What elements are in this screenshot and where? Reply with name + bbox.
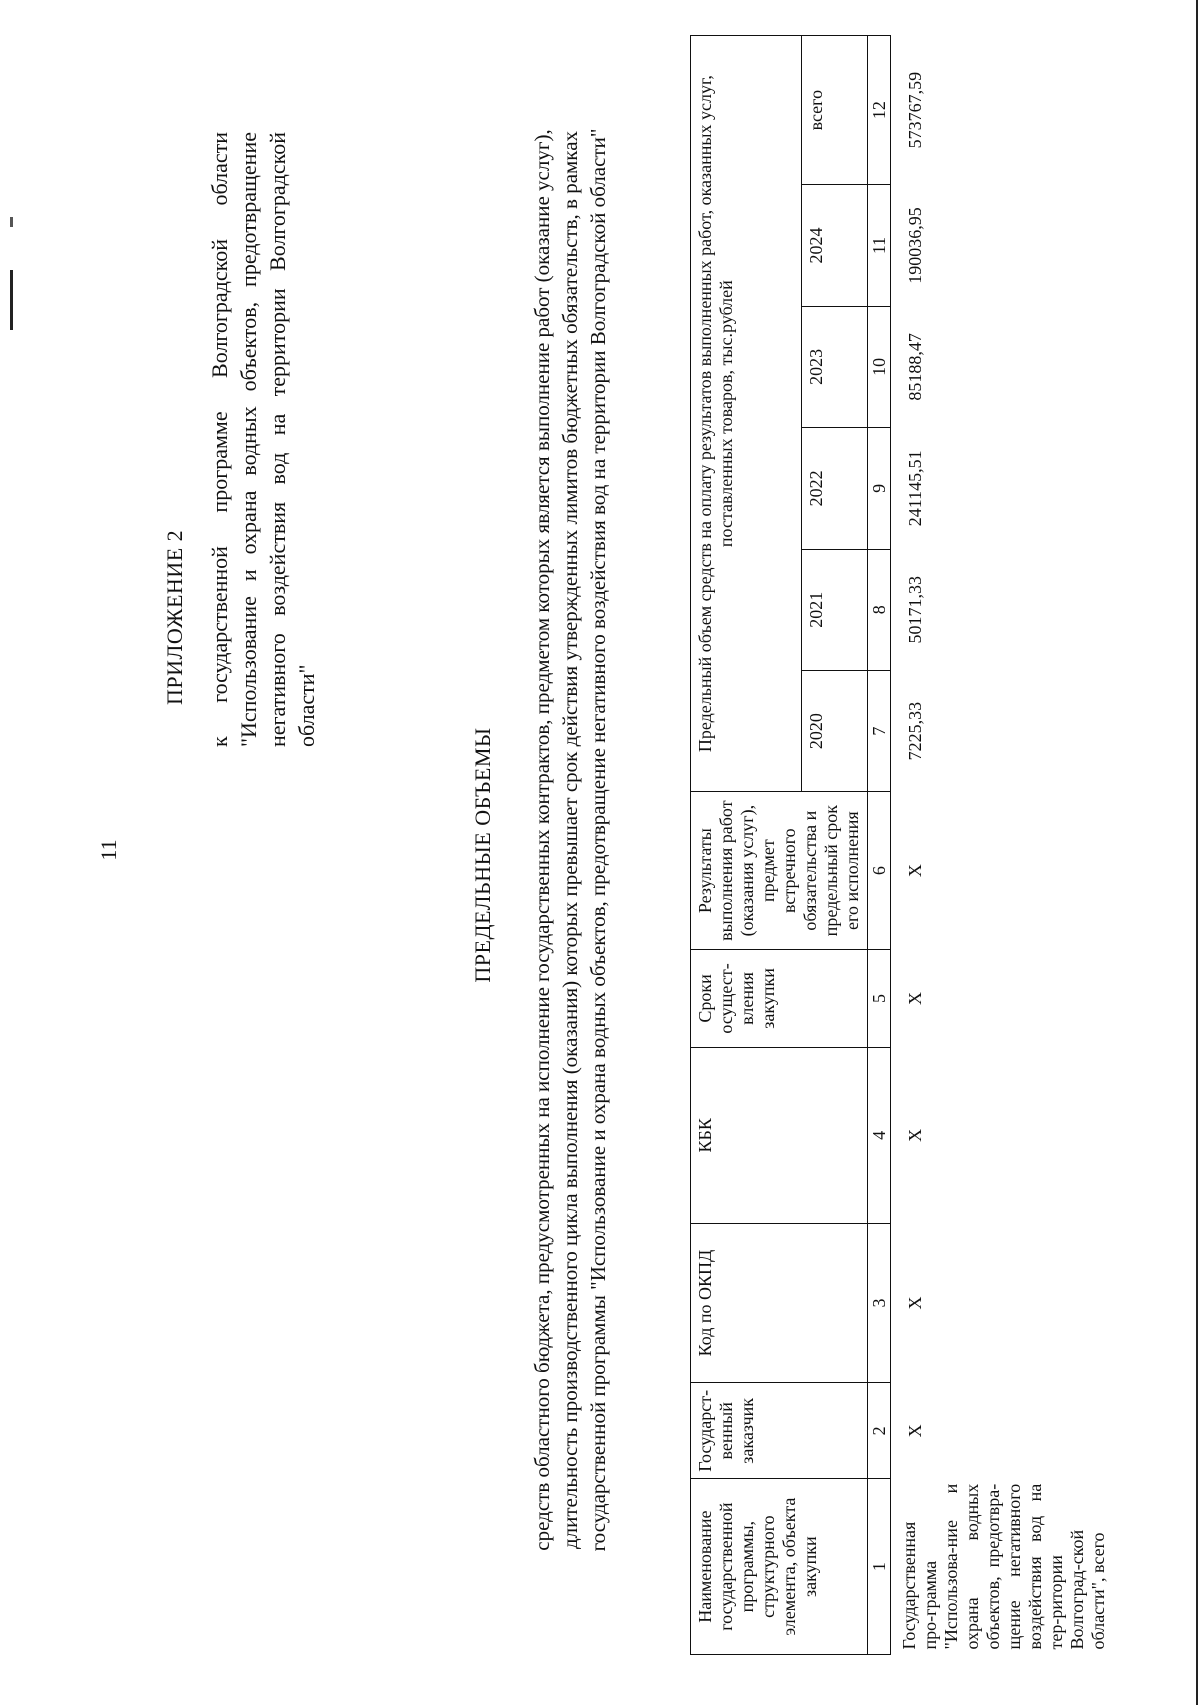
row-results: Х xyxy=(905,864,925,878)
table-row xyxy=(891,36,1114,1655)
row-customer: Х xyxy=(905,1424,925,1438)
limits-table xyxy=(690,35,1113,1655)
page-number: 11 xyxy=(96,839,121,861)
row-total: 573767,59 xyxy=(905,71,925,149)
header-row xyxy=(691,36,802,1655)
column-number: 1 xyxy=(868,1479,891,1655)
row-name: Государственная про-грамма "Использова-ние и охрана водных объектов, предотвра-щение негативного воздействия вод на тер-ритории Волгоград-ской области", всего xyxy=(899,1483,1108,1650)
row-value-2020: 7225,33 xyxy=(905,701,925,761)
column-number: 9 xyxy=(868,428,891,549)
header-customer: Государст-венный заказчик xyxy=(691,1383,868,1479)
header-total: всего xyxy=(802,36,868,185)
header-year: 2024 xyxy=(802,185,868,306)
appendix-text: к государственной программе Волгоградской области "Использование и охрана водных объектов, предотвращение негативного воздействия вод на территории Волгоградской области" xyxy=(207,132,319,747)
header-year: 2020 xyxy=(802,670,868,791)
column-number-row xyxy=(868,36,891,1655)
scan-artifact xyxy=(10,270,13,330)
row-value-2021: 50171,33 xyxy=(905,575,925,644)
header-year: 2023 xyxy=(802,306,868,427)
row-terms: Х xyxy=(905,991,925,1005)
appendix-label: ПРИЛОЖЕНИЕ 2 xyxy=(162,529,187,705)
row-value-2024: 190036,95 xyxy=(905,207,925,284)
column-number: 11 xyxy=(868,185,891,306)
row-value-2023: 85188,47 xyxy=(905,333,925,401)
column-number: 8 xyxy=(868,549,891,670)
header-name: Наименование государственной программы, структурного элемента, объекта закупки xyxy=(691,1479,868,1655)
header-terms: Сроки осущест-вления закупки xyxy=(691,949,868,1047)
header-year: 2022 xyxy=(802,428,868,549)
document-title: ПРЕДЕЛЬНЫЕ ОБЪЕМЫ xyxy=(470,727,495,983)
column-number: 4 xyxy=(868,1047,891,1223)
column-number: 2 xyxy=(868,1383,891,1479)
column-number: 7 xyxy=(868,670,891,791)
header-results: Результаты выполнения работ (оказания услуг), предмет встречного обязательства и предельный срок его исполнения xyxy=(691,792,868,950)
column-number: 5 xyxy=(868,949,891,1047)
header-limit: Предельный объем средств на оплату результатов выполненных работ, оказанных услуг, поставленных товаров, тыс.рублей xyxy=(691,36,802,792)
column-number: 12 xyxy=(868,36,891,185)
header-kbk: КБК xyxy=(691,1047,868,1223)
document-subtitle: средств областного бюджета, предусмотренных на исполнение государственных контрактов, предметом которых является выполнение работ (оказание услуг), длительность производственного цикла выполнения (оказания) которых превышает срок действия утвержденных лимитов бюджетных обязательств, в рамках государственной программы "Использование и охрана водных объектов, предотвращение негативного воздействия вод на территории Волгоградской области" xyxy=(530,128,610,1552)
column-number: 3 xyxy=(868,1223,891,1383)
column-number: 10 xyxy=(868,306,891,427)
header-okpd: Код по ОКПД xyxy=(691,1223,868,1383)
column-number: 6 xyxy=(868,792,891,950)
row-okpd: Х xyxy=(905,1296,925,1310)
scan-artifact xyxy=(10,217,13,227)
page-edge-line xyxy=(1196,0,1198,1705)
row-value-2022: 241145,51 xyxy=(905,450,925,527)
row-kbk: Х xyxy=(905,1128,925,1142)
header-year: 2021 xyxy=(802,549,868,670)
